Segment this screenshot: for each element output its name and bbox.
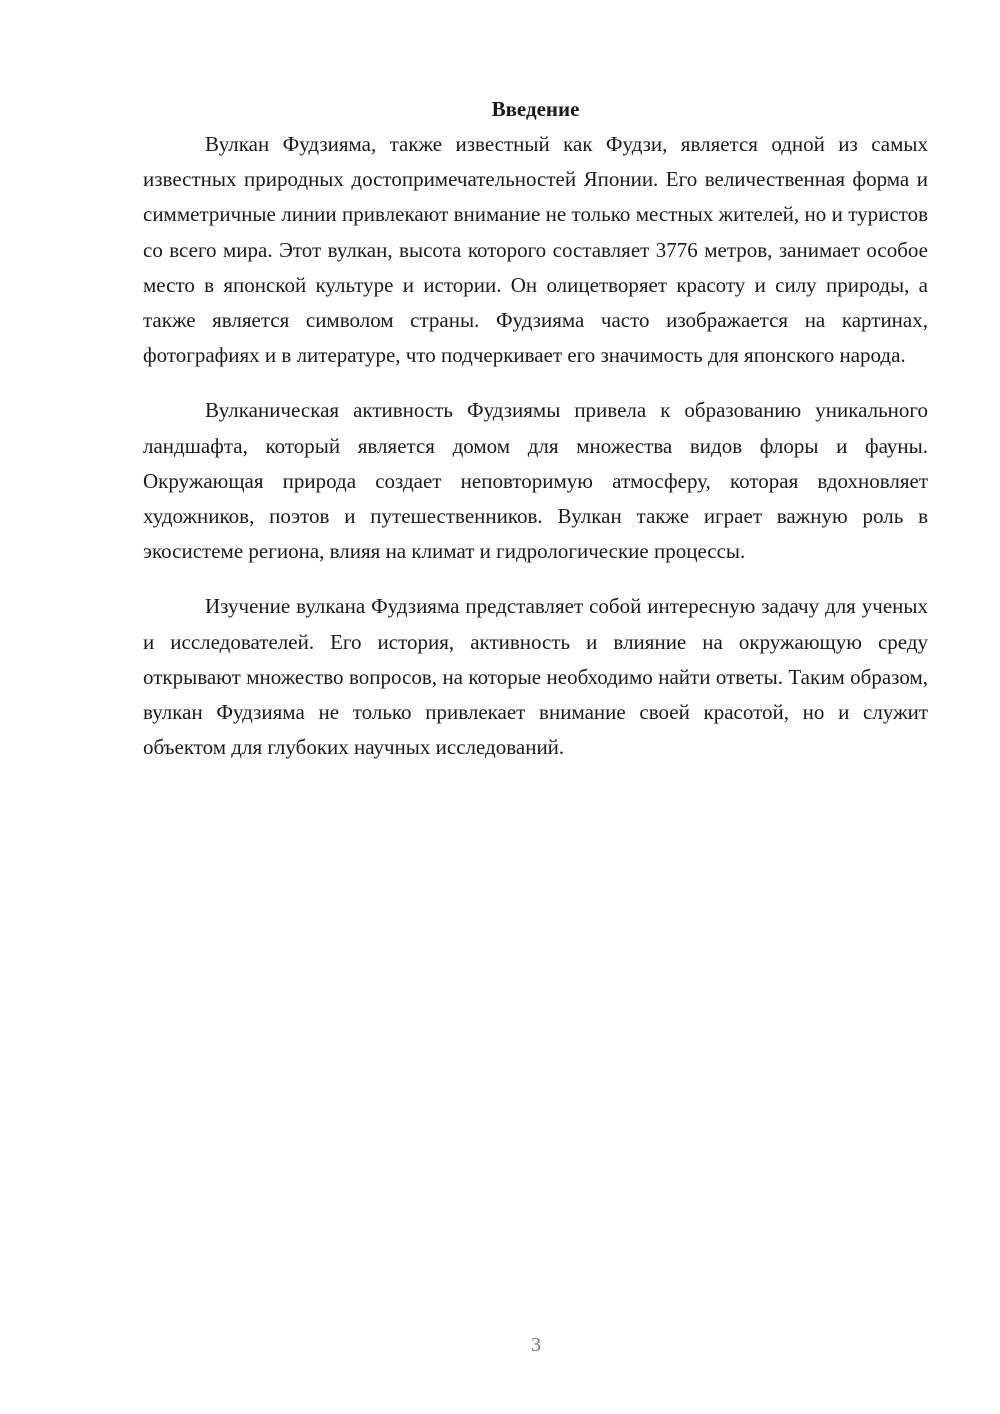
page-content (143, 92, 928, 785)
section-title: Введение (491, 97, 580, 121)
paragraph-3: Изучение вулкана Фудзияма представляет собой интересную задачу для ученых и исследователей. Его история, активность и влияние на окружающую среду открывают множество вопросов, на которые необходимо найти ответы. Таким образом, вулкан Фудзияма не только привлекает внимание своей красотой, но и служит объектом для глубоких научных исследований. (143, 594, 928, 760)
page-number: 3 (531, 1334, 541, 1356)
paragraph-2: Вулканическая активность Фудзиямы привела к образованию уникального ландшафта, который является домом для множества видов флоры и фауны. Окружающая природа создает неповторимую атмосферу, которая вдохновляет художников, поэтов и путешественников. Вулкан также играет важную роль в экосистеме региона, влияя на климат и гидрологические процессы. (143, 398, 928, 564)
paragraph-1: Вулкан Фудзияма, также известный как Фудзи, является одной из самых известных природных достопримечательностей Японии. Его величественная форма и симметричные линии привлекают внимание не только местных жителей, но и туристов со всего мира. Этот вулкан, высота которого составляет 3776 метров, занимает особое место в японской культуре и истории. Он олицетворяет красоту и силу природы, а также является символом страны. Фудзияма часто изображается на картинах, фотографиях и в литературе, что подчеркивает его значимость для японского народа. (143, 132, 928, 368)
